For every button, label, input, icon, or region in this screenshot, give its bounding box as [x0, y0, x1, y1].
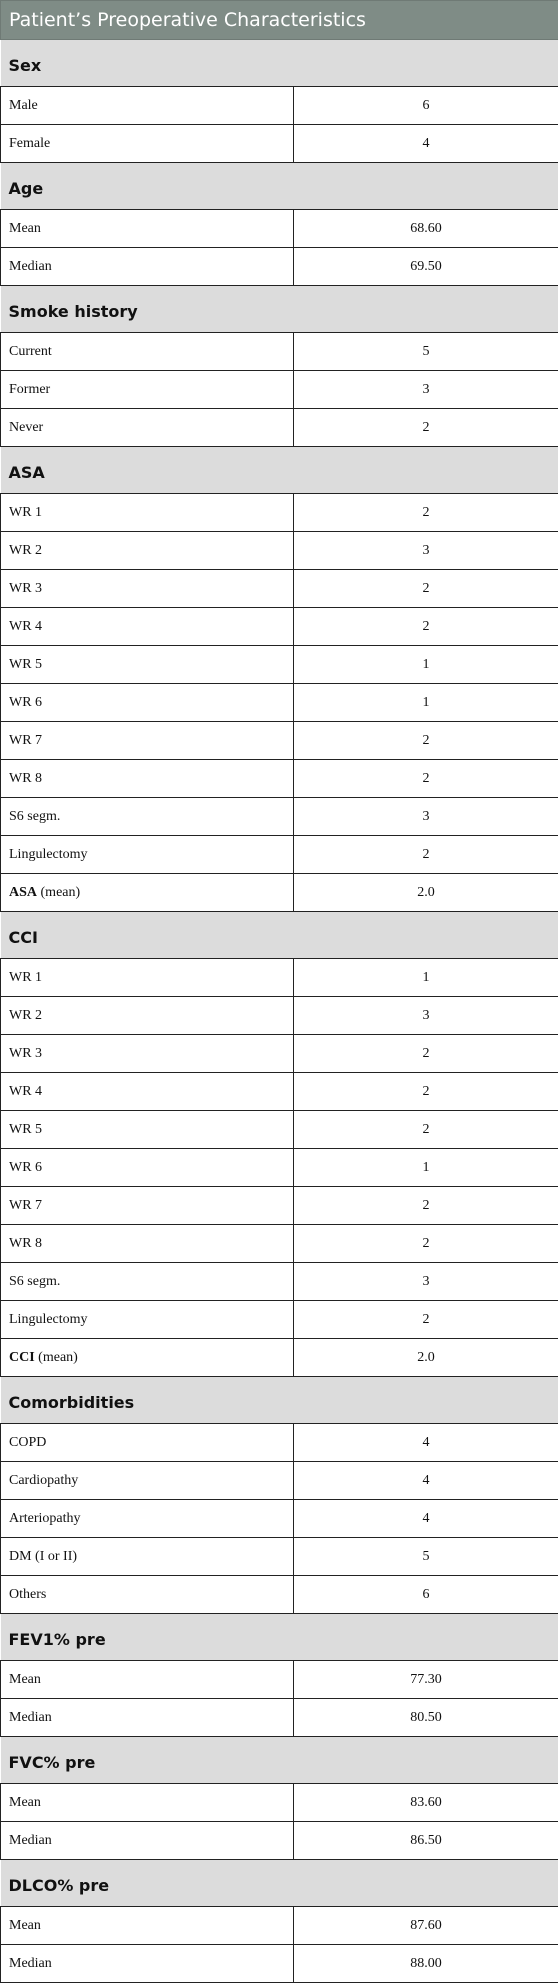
table-row — [1, 1073, 558, 1111]
table-row — [1, 608, 558, 646]
row-value: 2 — [294, 836, 558, 874]
row-label: Mean — [1, 1784, 294, 1822]
row-value: 3 — [294, 532, 558, 570]
row-value: 2.0 — [294, 874, 558, 912]
row-value: 2 — [294, 608, 558, 646]
row-value: 2.0 — [294, 1339, 558, 1377]
row-value: 3 — [294, 1263, 558, 1301]
table-row — [1, 371, 558, 409]
section-header — [1, 40, 558, 87]
table-row — [1, 1424, 558, 1462]
row-label: WR 4 — [1, 1073, 294, 1111]
row-label: WR 6 — [1, 1149, 294, 1187]
row-label-prefix: CCI — [9, 1350, 35, 1365]
table-row — [1, 1500, 558, 1538]
row-value: 2 — [294, 1301, 558, 1339]
row-value: 2 — [294, 494, 558, 532]
row-label: WR 6 — [1, 684, 294, 722]
row-label: COPD — [1, 1424, 294, 1462]
row-value: 2 — [294, 409, 558, 447]
row-value: 2 — [294, 1225, 558, 1263]
table-row — [1, 760, 558, 798]
table-row — [1, 836, 558, 874]
row-value: 5 — [294, 1538, 558, 1576]
section-heading: CCI — [1, 912, 558, 959]
row-value: 69.50 — [294, 248, 558, 286]
row-label: Lingulectomy — [1, 836, 294, 874]
section-header — [1, 1377, 558, 1424]
row-value: 86.50 — [294, 1822, 558, 1860]
row-value: 6 — [294, 87, 558, 125]
row-value: 1 — [294, 959, 558, 997]
table-row — [1, 1339, 558, 1377]
table-body — [1, 1, 558, 1983]
table-row — [1, 532, 558, 570]
table-row — [1, 1784, 558, 1822]
row-label: WR 2 — [1, 997, 294, 1035]
row-label: Mean — [1, 1661, 294, 1699]
section-heading: Sex — [1, 40, 558, 87]
row-label: S6 segm. — [1, 1263, 294, 1301]
section-header — [1, 1737, 558, 1784]
row-value: 1 — [294, 684, 558, 722]
table-row — [1, 684, 558, 722]
table-title-row — [1, 1, 558, 40]
row-value: 83.60 — [294, 1784, 558, 1822]
row-label: Mean — [1, 210, 294, 248]
row-label: Female — [1, 125, 294, 163]
section-heading: Comorbidities — [1, 1377, 558, 1424]
row-label: Cardiopathy — [1, 1462, 294, 1500]
section-header — [1, 912, 558, 959]
table-row — [1, 1111, 558, 1149]
row-label: WR 4 — [1, 608, 294, 646]
row-value: 4 — [294, 1500, 558, 1538]
table-row — [1, 646, 558, 684]
row-label: Median — [1, 248, 294, 286]
row-label: WR 8 — [1, 1225, 294, 1263]
table-row — [1, 210, 558, 248]
row-value: 2 — [294, 1111, 558, 1149]
table-row — [1, 1462, 558, 1500]
row-label: DM (I or II) — [1, 1538, 294, 1576]
table-row — [1, 1945, 558, 1983]
row-value: 77.30 — [294, 1661, 558, 1699]
row-label: Mean — [1, 1907, 294, 1945]
section-heading: Age — [1, 163, 558, 210]
table-row — [1, 1661, 558, 1699]
table-row — [1, 798, 558, 836]
table-row — [1, 1263, 558, 1301]
row-label: Current — [1, 333, 294, 371]
row-value: 68.60 — [294, 210, 558, 248]
row-label-text: (mean) — [41, 885, 81, 900]
row-value: 2 — [294, 1073, 558, 1111]
table-row — [1, 1699, 558, 1737]
row-value: 80.50 — [294, 1699, 558, 1737]
section-heading: DLCO% pre — [1, 1860, 558, 1907]
table-row — [1, 409, 558, 447]
row-value: 4 — [294, 1462, 558, 1500]
row-label: Never — [1, 409, 294, 447]
table-row — [1, 1149, 558, 1187]
table-row — [1, 1907, 558, 1945]
row-label: Arteriopathy — [1, 1500, 294, 1538]
row-value: 87.60 — [294, 1907, 558, 1945]
table-row — [1, 1822, 558, 1860]
row-value: 2 — [294, 570, 558, 608]
row-value: 2 — [294, 722, 558, 760]
table-row — [1, 1035, 558, 1073]
table-row — [1, 87, 558, 125]
section-header — [1, 286, 558, 333]
row-value: 3 — [294, 798, 558, 836]
row-label: WR 3 — [1, 570, 294, 608]
row-label: WR 1 — [1, 959, 294, 997]
row-label: Former — [1, 371, 294, 409]
section-header — [1, 1860, 558, 1907]
row-label — [1, 874, 294, 912]
table-row — [1, 494, 558, 532]
section-heading: Smoke history — [1, 286, 558, 333]
table-row — [1, 1301, 558, 1339]
table-row — [1, 722, 558, 760]
row-value: 2 — [294, 1187, 558, 1225]
section-heading: FVC% pre — [1, 1737, 558, 1784]
row-label: WR 5 — [1, 646, 294, 684]
row-value: 2 — [294, 760, 558, 798]
row-value: 2 — [294, 1035, 558, 1073]
row-value: 4 — [294, 1424, 558, 1462]
row-label: WR 3 — [1, 1035, 294, 1073]
row-label: WR 5 — [1, 1111, 294, 1149]
table-row — [1, 125, 558, 163]
table-row — [1, 997, 558, 1035]
row-value: 3 — [294, 997, 558, 1035]
table-row — [1, 1187, 558, 1225]
table-row — [1, 1225, 558, 1263]
table-row — [1, 959, 558, 997]
row-label: Male — [1, 87, 294, 125]
row-label-prefix: ASA — [9, 885, 37, 900]
row-label: Others — [1, 1576, 294, 1614]
row-value: 5 — [294, 333, 558, 371]
row-label: Median — [1, 1699, 294, 1737]
table-row — [1, 1538, 558, 1576]
row-label: Lingulectomy — [1, 1301, 294, 1339]
section-header — [1, 447, 558, 494]
row-label: WR 7 — [1, 1187, 294, 1225]
row-value: 6 — [294, 1576, 558, 1614]
table-row — [1, 874, 558, 912]
section-header — [1, 1614, 558, 1661]
table-row — [1, 248, 558, 286]
table-row — [1, 570, 558, 608]
row-label-text: (mean) — [38, 1350, 78, 1365]
section-heading: FEV1% pre — [1, 1614, 558, 1661]
row-label: WR 2 — [1, 532, 294, 570]
row-label: WR 8 — [1, 760, 294, 798]
row-value: 88.00 — [294, 1945, 558, 1983]
table-row — [1, 333, 558, 371]
row-label: S6 segm. — [1, 798, 294, 836]
row-label — [1, 1339, 294, 1377]
row-label: WR 1 — [1, 494, 294, 532]
row-value: 3 — [294, 371, 558, 409]
row-label: WR 7 — [1, 722, 294, 760]
table-title: Patient’s Preoperative Characteristics — [1, 1, 558, 40]
row-value: 4 — [294, 125, 558, 163]
row-value: 1 — [294, 1149, 558, 1187]
row-label: Median — [1, 1822, 294, 1860]
row-label: Median — [1, 1945, 294, 1983]
section-heading: ASA — [1, 447, 558, 494]
table-row — [1, 1576, 558, 1614]
row-value: 1 — [294, 646, 558, 684]
section-header — [1, 163, 558, 210]
